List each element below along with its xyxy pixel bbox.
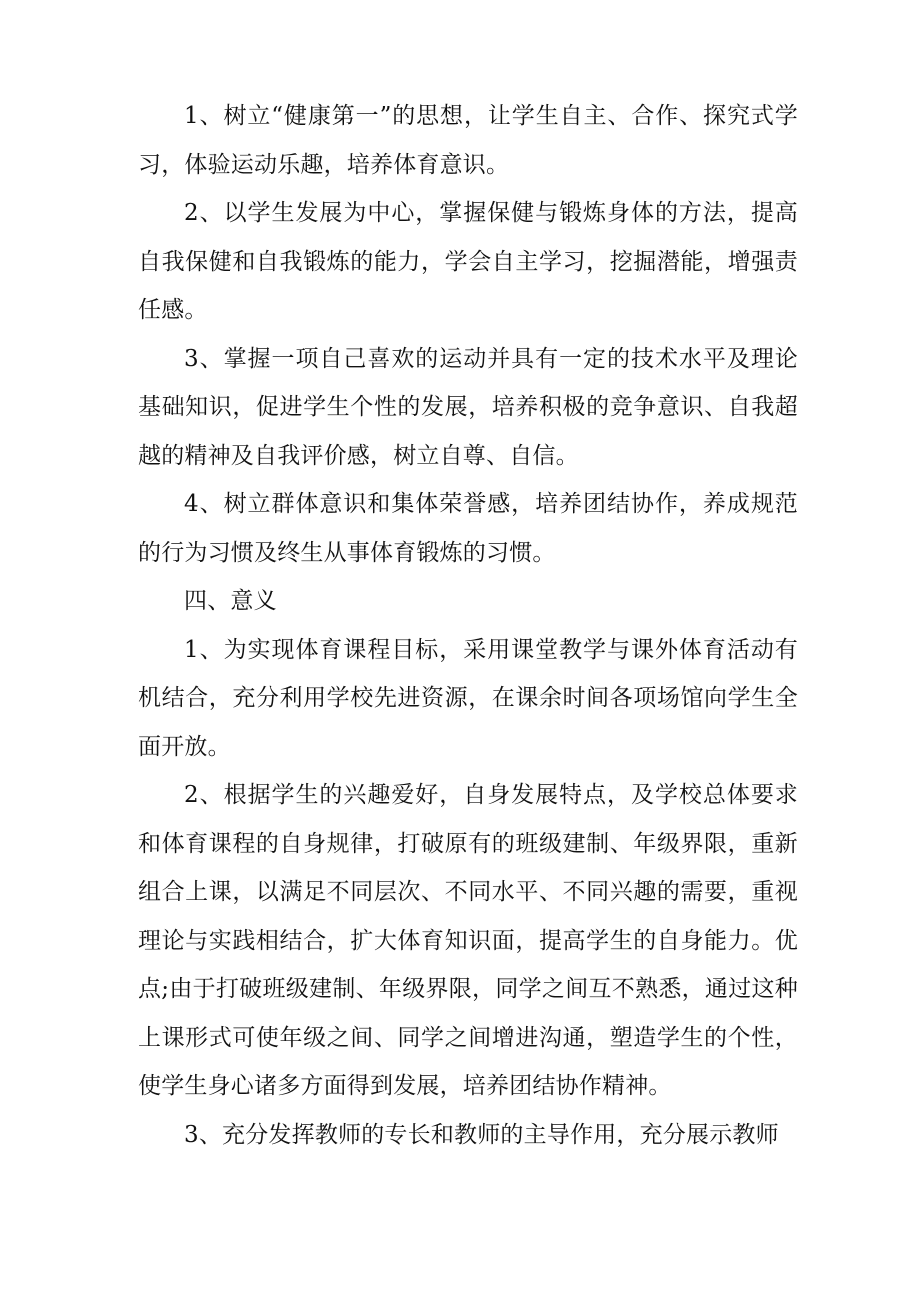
significance-paragraph-2: 2、根据学生的兴趣爱好，自身发展特点，及学校总体要求和体育课程的自身规律，打破原有的班级建制、年级界限，重新组合上课，以满足不同层次、不同水平、不同兴趣的需要，重视理论与实践相结合，扩大体育知识面，提高学生的自身能力。优点;由于打破班级建制、年级界限，同学之间互不熟悉，通过这种上课形式可使年级之间、同学之间增进沟通，塑造学生的个性，使学生身心诸多方面得到发展，培养团结协作精神。: [138, 782, 798, 1099]
document-page: [138, 92, 798, 1159]
section-heading-significance: 四、意义: [184, 588, 277, 614]
goal-paragraph-1: 1、树立“健康第一”的思想，让学生自主、合作、探究式学习，体验运动乐趣，培养体育意识。: [138, 103, 798, 178]
goal-paragraph-4: 4、树立群体意识和集体荣誉感，培养团结协作，养成规范的行为习惯及终生从事体育锻炼的习惯。: [138, 491, 798, 566]
goal-paragraph-3: 3、掌握一项自己喜欢的运动并具有一定的技术水平及理论基础知识，促进学生个性的发展，培养积极的竞争意识、自我超越的精神及自我评价感，树立自尊、自信。: [138, 345, 798, 469]
significance-paragraph-1: 1、为实现体育课程目标，采用课堂教学与课外体育活动有机结合，充分利用学校先进资源，在课余时间各项场馆向学生全面开放。: [138, 636, 798, 760]
goal-paragraph-2: 2、以学生发展为中心，掌握保健与锻炼身体的方法，提高自我保健和自我锻炼的能力，学会自主学习，挖掘潜能，增强责任感。: [138, 200, 798, 323]
significance-paragraph-3: 3、充分发挥教师的专长和教师的主导作用，充分展示教师: [184, 1121, 779, 1148]
